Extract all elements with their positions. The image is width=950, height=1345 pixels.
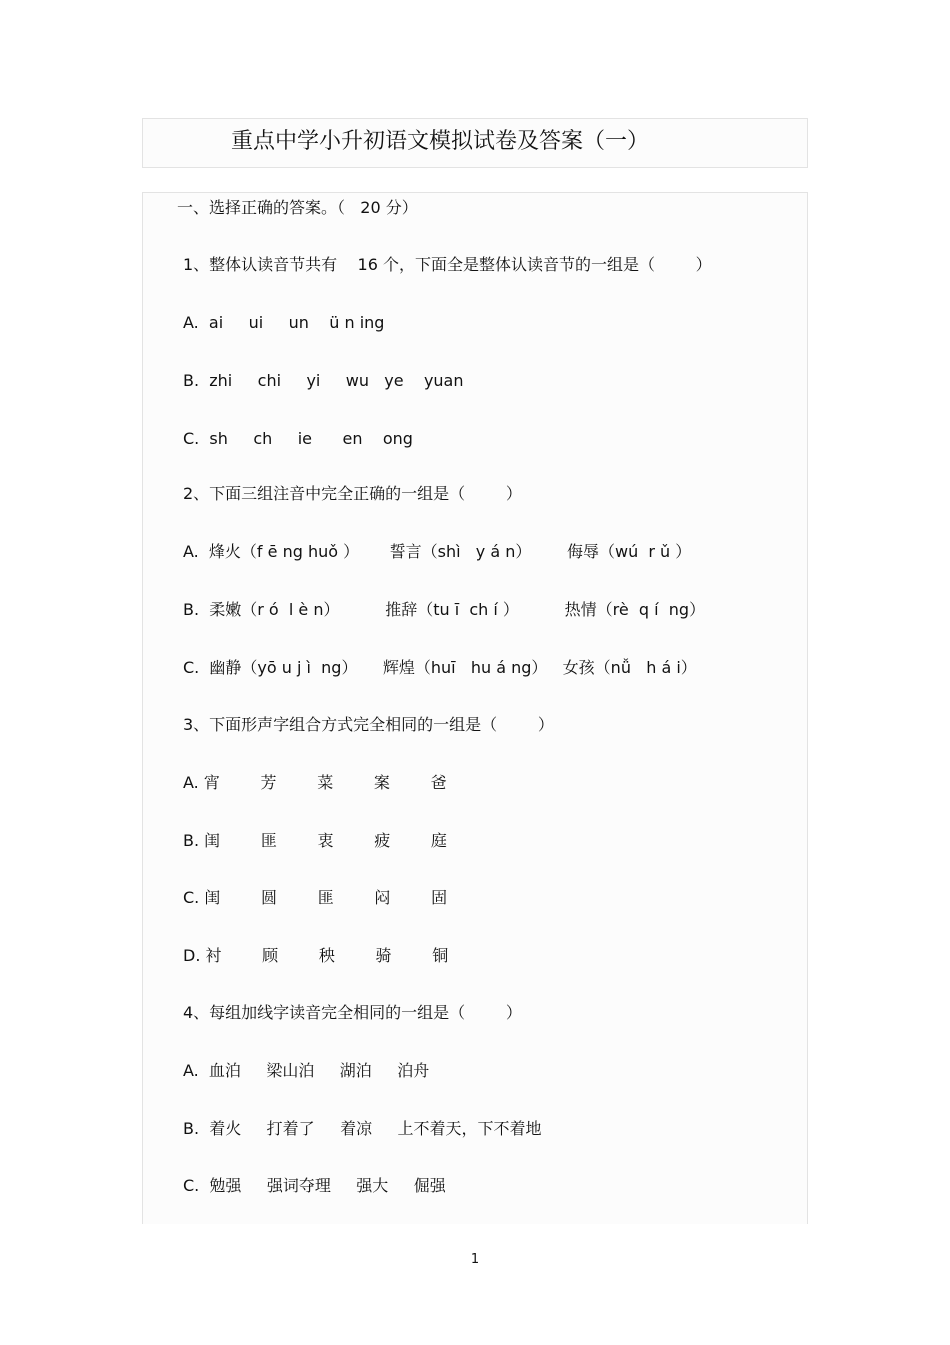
question-1: 1、整体认读音节共有 16 个，下面全是整体认读音节的一组是（ ） — [183, 255, 712, 274]
q3-option-c: C. 闺 圆 匪 闷 固 — [183, 888, 448, 907]
q4-option-b: B. 着火 打着了 着凉 上不着天，下不着地 — [183, 1119, 542, 1138]
q3-option-b: B. 闺 匪 衷 疲 庭 — [183, 831, 447, 850]
q1-option-a: A. ai ui un ü n ing — [183, 313, 385, 332]
content-box — [142, 192, 808, 1224]
q4-option-c: C. 勉强 强词夺理 强大 倔强 — [183, 1176, 446, 1195]
question-2: 2、下面三组注音中完全正确的一组是（ ） — [183, 484, 522, 503]
page-title: 重点中学小升初语文模拟试卷及答案（一） — [231, 129, 650, 154]
question-4: 4、每组加线字读音完全相同的一组是（ ） — [183, 1003, 522, 1022]
section-heading: 一、选择正确的答案。（ 20 分） — [177, 198, 418, 217]
q2-option-b: B. 柔嫩（r ó l è n） 推辞（tu ī ch í ） 热情（rè q í ng） — [183, 600, 706, 619]
q1-option-c: C. sh ch ie en ong — [183, 429, 413, 448]
title-box — [142, 118, 808, 168]
page-number: 1 — [470, 1252, 480, 1267]
q1-option-b: B. zhi chi yi wu ye yuan — [183, 371, 464, 390]
q3-option-a: A. 宵 芳 菜 案 爸 — [183, 773, 447, 792]
q3-option-d: D. 衬 顾 秧 骑 铜 — [183, 946, 449, 965]
q4-option-a: A. 血泊 梁山泊 湖泊 泊舟 — [183, 1061, 430, 1080]
q2-option-a: A. 烽火（f ē ng huǒ ） 誓言（shì y á n） 侮辱（wú r ǔ ） — [183, 542, 692, 561]
question-3: 3、下面形声字组合方式完全相同的一组是（ ） — [183, 715, 554, 734]
q2-option-c: C. 幽静（yō u j ì ng） 辉煌（huī hu á ng） 女孩（nǚ h á i） — [183, 658, 697, 677]
